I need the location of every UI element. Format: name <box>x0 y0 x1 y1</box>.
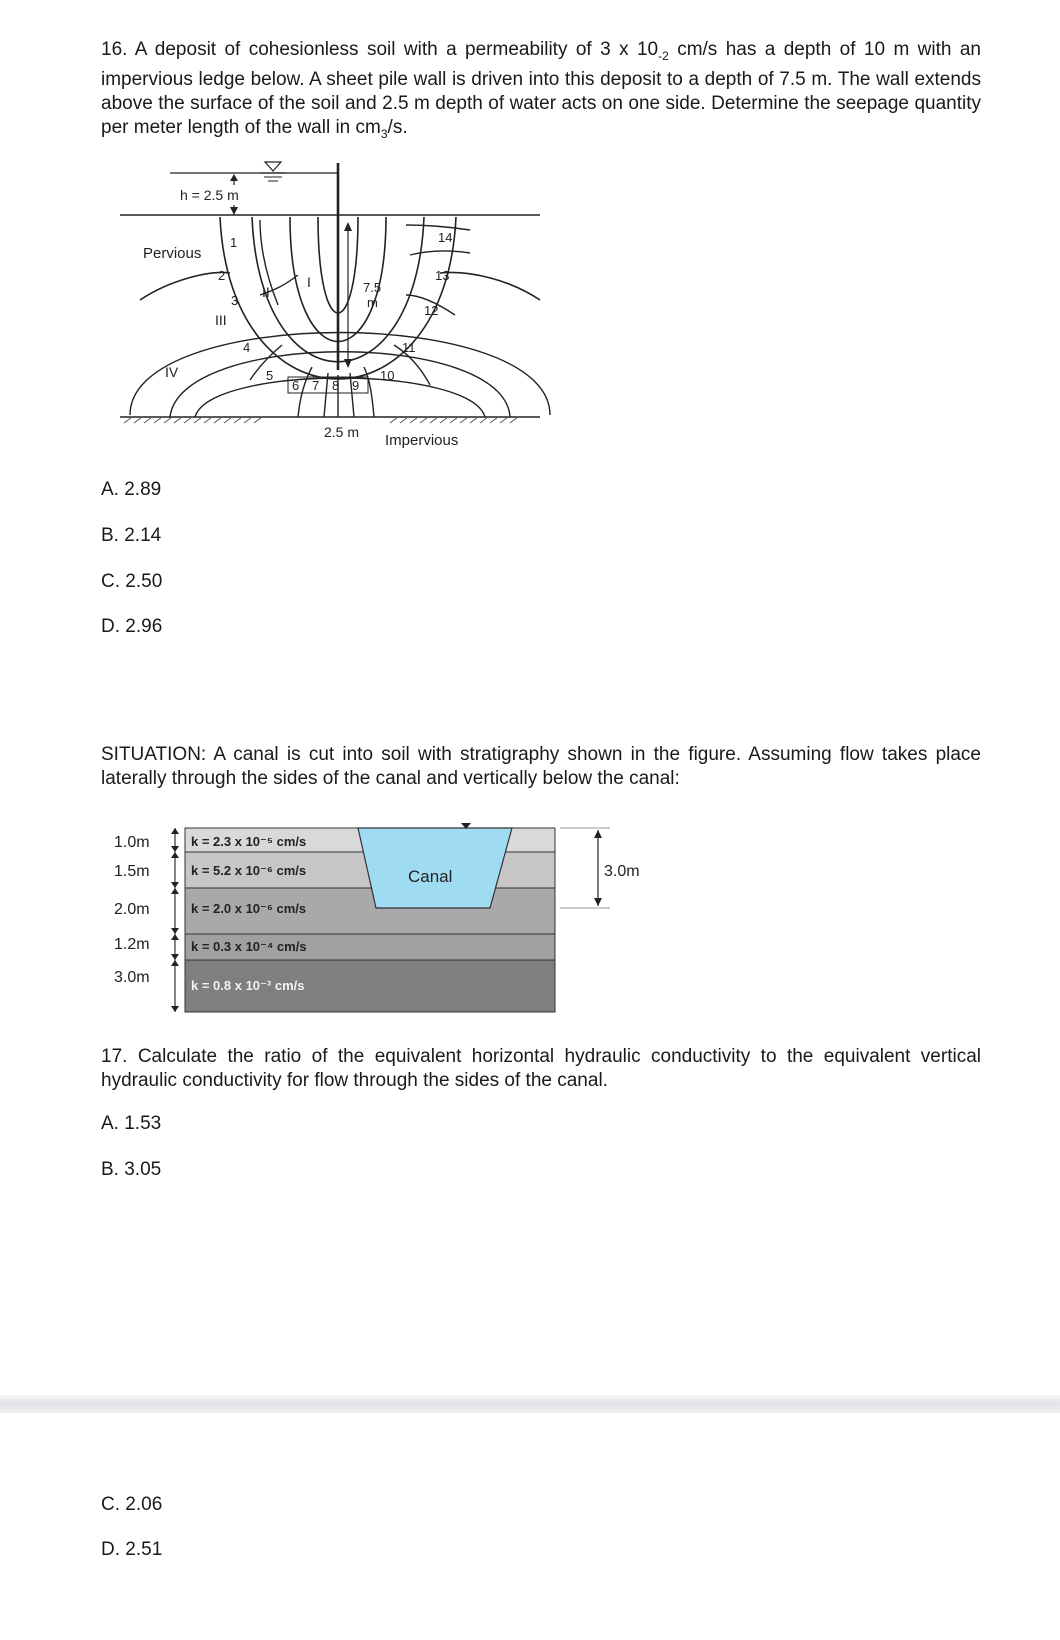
canal-depth-arrow-down <box>594 898 602 906</box>
drop-1: 1 <box>230 235 238 250</box>
drop-10: 10 <box>380 368 395 383</box>
q17-choice-c[interactable]: C. 2.06 <box>101 1494 163 1515</box>
q16-choice-d[interactable]: D. 2.96 <box>101 616 163 637</box>
situation-text: SITUATION: A canal is cut into soil with stratigraphy shown in the figure. Assuming flow takes place laterally through the sides of the canal and vertically below the canal: <box>101 744 981 789</box>
q16-choice-b[interactable]: B. 2.14 <box>101 525 162 546</box>
drop-2: 2 <box>218 268 226 283</box>
layer-1-thickness: 1.0m <box>114 834 150 851</box>
question-17-text: 17. Calculate the ratio of the equivalent horizontal hydraulic conductivity to the equivalent vertical hydraulic conductivity for flow through the sides of the canal. <box>101 1046 981 1091</box>
depth-value: 7.5 <box>363 280 382 295</box>
drop-8: 8 <box>332 378 340 393</box>
layer-2-thickness: 1.5m <box>114 863 150 880</box>
layer-1-k: k = 2.3 x 10⁻⁵ cm/s <box>191 834 307 849</box>
water-level-icon <box>170 162 338 181</box>
canal-stratigraphy-figure <box>110 820 690 1020</box>
pervious-label: Pervious <box>143 245 202 262</box>
drop-5: 5 <box>266 368 274 383</box>
canal-label: Canal <box>408 867 453 886</box>
drop-13: 13 <box>435 268 450 283</box>
depth-unit: m <box>367 295 378 310</box>
drop-6: 6 <box>292 378 300 393</box>
head-label: h = 2.5 m <box>180 187 239 203</box>
layer-2-k: k = 5.2 x 10⁻⁶ cm/s <box>191 863 307 878</box>
drop-11: 11 <box>402 340 416 355</box>
canal-depth-arrow-up <box>594 830 602 838</box>
q17-choice-d[interactable]: D. 2.51 <box>101 1539 163 1560</box>
flow-lines <box>140 217 540 379</box>
page-divider <box>0 1395 1060 1413</box>
layer-5-k: k = 0.8 x 10⁻³ cm/s <box>191 978 305 993</box>
question-16-text-c: /s. <box>387 116 408 138</box>
q16-choice-a[interactable]: A. 2.89 <box>101 479 162 500</box>
question-16-text-b: cm/s has a depth of 10 m with an impervious ledge below. A sheet pile wall is driven into this deposit to a depth of 7.5 m. The wall extends above the surface of the soil and 2.5 m depth of water acts on one side. Determine the seepage quantity per meter length of the wall in cm <box>101 39 981 138</box>
flow-net-figure <box>110 155 560 475</box>
flow-channel-IV: IV <box>165 364 179 380</box>
impervious-label: Impervious <box>385 432 459 449</box>
question-16-unit-sub: 3 <box>380 126 388 141</box>
q16-choice-c[interactable]: C. 2.50 <box>101 571 163 592</box>
q17-choice-a[interactable]: A. 1.53 <box>101 1113 162 1134</box>
layer-3-k: k = 2.0 x 10⁻⁶ cm/s <box>191 901 307 916</box>
layer-4-k: k = 0.3 x 10⁻⁴ cm/s <box>191 939 307 954</box>
drop-7: 7 <box>312 378 320 393</box>
question-16-exponent: -2 <box>658 48 669 63</box>
bottom-dimension-label: 2.5 m <box>324 424 360 440</box>
drop-12: 12 <box>424 303 439 318</box>
drop-4: 4 <box>243 340 251 355</box>
flow-channel-II: II <box>262 284 270 300</box>
drop-3: 3 <box>231 293 239 308</box>
drop-9: 9 <box>352 378 360 393</box>
q17-choice-b[interactable]: B. 3.05 <box>101 1159 162 1180</box>
drop-14: 14 <box>438 230 453 245</box>
layer-4-thickness: 1.2m <box>114 936 150 953</box>
canal-depth-label: 3.0m <box>604 863 640 880</box>
layer-5-thickness: 3.0m <box>114 969 150 986</box>
question-16-number: 16. <box>101 39 128 60</box>
question-16-text-a: A deposit of cohesionless soil with a permeability of 3 x 10 <box>127 39 659 60</box>
question-16-text <box>101 38 981 146</box>
base-hatching <box>124 417 518 423</box>
flow-channel-III: III <box>215 312 227 328</box>
layer-3-thickness: 2.0m <box>114 901 150 918</box>
flow-channel-I: I <box>307 274 311 290</box>
